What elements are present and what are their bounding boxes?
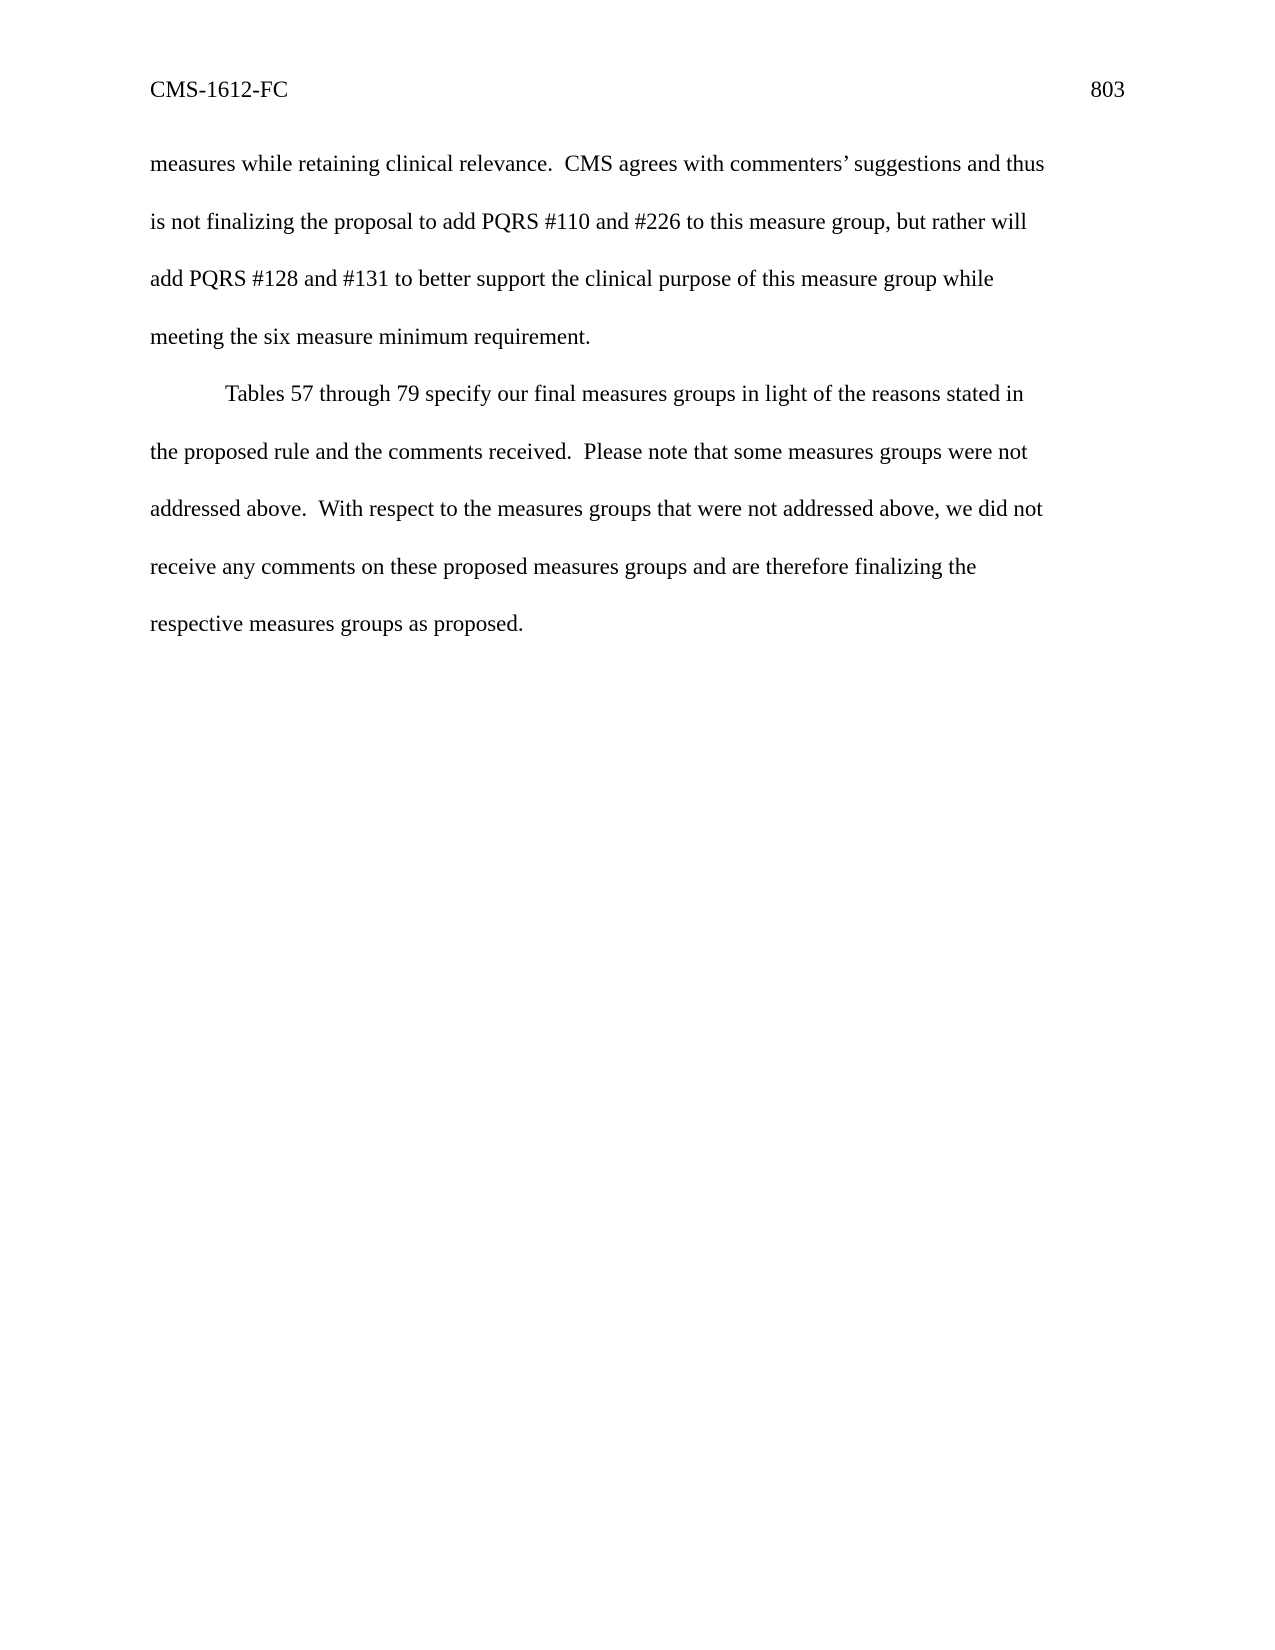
text-line: meeting the six measure minimum requirement. <box>150 323 591 349</box>
text-line: respective measures groups as proposed. <box>150 611 524 636</box>
document-id: CMS-1612-FC <box>150 77 289 102</box>
text-line: addressed above. With respect to the measures groups that were not addressed above, we did not <box>150 496 1043 521</box>
text-line: measures while retaining clinical relevance. CMS agrees with commenters’ suggestions and thus <box>150 151 1045 176</box>
page-number: 803 <box>1090 77 1125 102</box>
text-line: is not finalizing the proposal to add PQRS #110 and #226 to this measure group, but rather will <box>150 208 1027 234</box>
page-header <box>150 72 1125 108</box>
paragraph-tables-summary <box>150 376 1125 664</box>
text-line: add PQRS #128 and #131 to better support the clinical purpose of this measure group while <box>150 266 994 291</box>
text-line: the proposed rule and the comments received. Please note that some measures groups were not <box>150 438 1028 464</box>
paragraph-continuation <box>150 146 1125 376</box>
text-line: receive any comments on these proposed measures groups and are therefore finalizing the <box>150 553 977 579</box>
body-text <box>150 146 1125 664</box>
text-line: Tables 57 through 79 specify our final measures groups in light of the reasons stated in <box>225 381 1024 406</box>
